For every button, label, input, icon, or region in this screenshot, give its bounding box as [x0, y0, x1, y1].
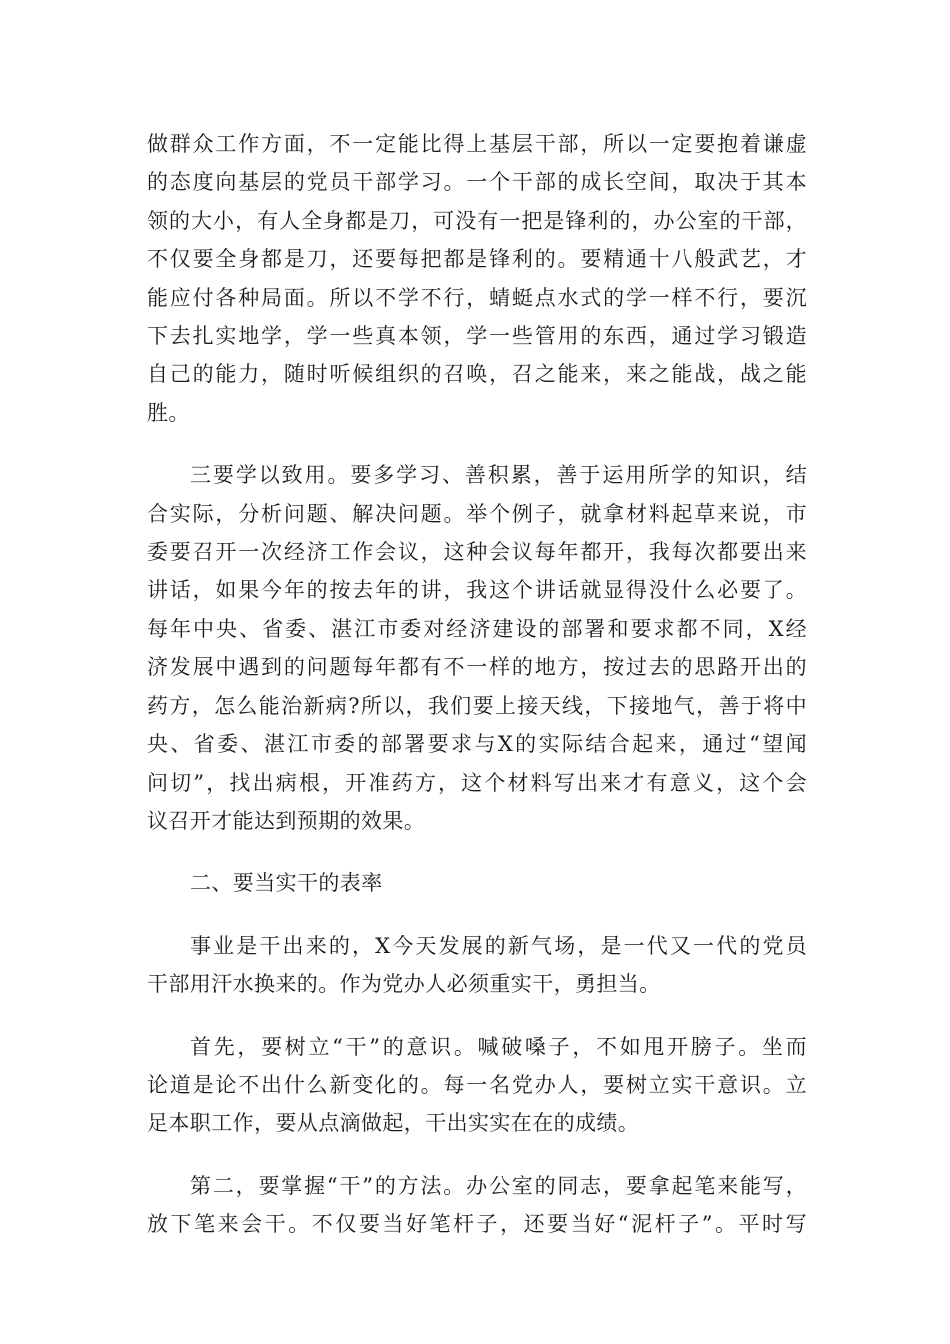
paragraph-p5: [147, 1028, 807, 1143]
paragraph-p2: [147, 456, 807, 840]
text-line: 干部用汗水换来的。作为党办人必须重实干，勇担当。: [147, 972, 661, 997]
paragraph-p4: [147, 927, 807, 1004]
paragraph-spacer: [147, 840, 807, 864]
document-body: [147, 125, 807, 1244]
text-line: 央、省委、湛江市委的部署要求与X的实际结合起来，通过“望闻: [147, 732, 807, 757]
text-line: 论道是论不出什么新变化的。每一名党办人，要树立实干意识。立: [147, 1072, 807, 1097]
text-line: 二、要当实干的表率: [190, 871, 383, 896]
text-line: 的态度向基层的党员干部学习。一个干部的成长空间，取决于其本: [147, 170, 807, 195]
text-line: 每年中央、省委、湛江市委对经济建设的部署和要求都不同，X经: [147, 616, 807, 641]
text-line: 讲话，如果今年的按去年的讲，我这个讲话就显得没什么必要了。: [147, 578, 807, 603]
text-line: 济发展中遇到的问题每年都有不一样的地方，按过去的思路开出的: [147, 655, 807, 680]
paragraph-spacer: [147, 903, 807, 927]
text-line: 问切”，找出病根，开准药方，这个材料写出来才有意义，这个会: [147, 770, 807, 795]
paragraph-spacer: [147, 1004, 807, 1028]
text-line: 放下笔来会干。不仅要当好笔杆子，还要当好“泥杆子”。平时写: [147, 1212, 807, 1237]
text-line: 合实际，分析问题、解决问题。举个例子，就拿材料起草来说，市: [147, 501, 807, 526]
text-line: 议召开才能达到预期的效果。: [147, 808, 426, 833]
paragraph-p1: [147, 125, 807, 432]
text-line: 首先，要树立“干”的意识。喊破嗓子，不如甩开膀子。坐而: [190, 1034, 807, 1059]
paragraph-spacer: [147, 1143, 807, 1167]
text-line: 第二，要掌握“干”的方法。办公室的同志，要拿起笔来能写，: [190, 1173, 807, 1198]
text-line: 领的大小，有人全身都是刀，可没有一把是锋利的，办公室的干部，: [147, 208, 807, 233]
text-line: 药方，怎么能治新病?所以，我们要上接天线，下接地气，善于将中: [147, 693, 807, 718]
paragraph-p6: [147, 1167, 807, 1244]
text-line: 足本职工作，要从点滴做起，干出实实在在的成绩。: [147, 1111, 640, 1136]
text-line: 做群众工作方面，不一定能比得上基层干部，所以一定要抱着谦虚: [147, 132, 807, 156]
paragraph-p3: [147, 864, 807, 902]
text-line: 自己的能力，随时听候组织的召唤，召之能来，来之能战，战之能: [147, 362, 807, 387]
text-line: 胜。: [147, 400, 190, 425]
text-line: 事业是干出来的，X今天发展的新气场，是一代又一代的党员: [190, 933, 807, 958]
text-line: 委要召开一次经济工作会议，这种会议每年都开，我每次都要出来: [147, 540, 807, 565]
text-line: 能应付各种局面。所以不学不行，蜻蜓点水式的学一样不行，要沉: [147, 285, 807, 310]
text-line: 不仅要全身都是刀，还要每把都是锋利的。要精通十八般武艺，才: [147, 247, 807, 272]
text-line: 下去扎实地学，学一些真本领，学一些管用的东西，通过学习锻造: [147, 324, 807, 349]
text-line: 三要学以致用。要多学习、善积累，善于运用所学的知识，结: [190, 463, 807, 488]
paragraph-spacer: [147, 432, 807, 456]
